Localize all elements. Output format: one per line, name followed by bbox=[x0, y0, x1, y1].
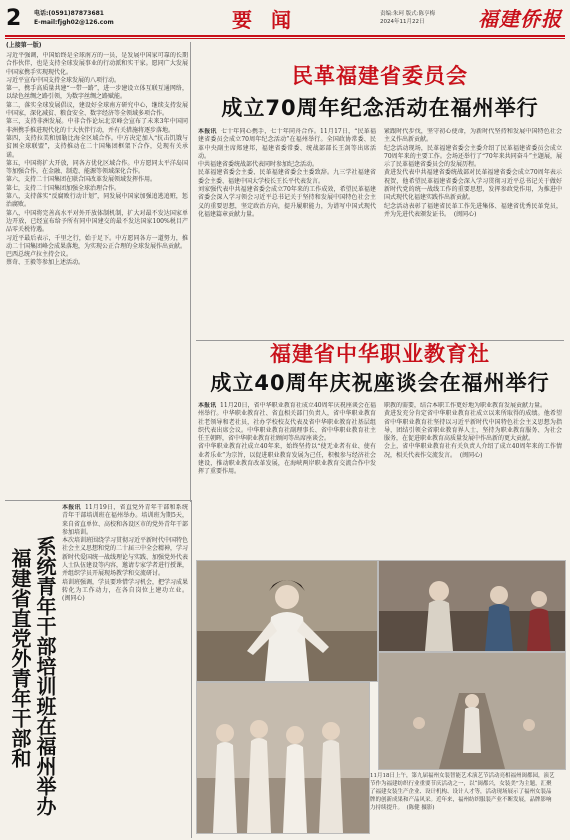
performer-figure-icon bbox=[197, 561, 377, 681]
headline-mid-line2: 成立40周年庆祝座谈会在福州举行 bbox=[210, 371, 550, 395]
section-divider-left bbox=[5, 500, 191, 501]
headline-top-line2: 成立70周年纪念活动在福州举行 bbox=[221, 96, 539, 120]
byline: 本报讯 bbox=[198, 402, 217, 409]
editor-line: 责编:朱珂 版式:陈亨梅 bbox=[380, 11, 435, 17]
photo-performer-right bbox=[378, 560, 566, 652]
article-mid-credit: (闽同心) bbox=[459, 451, 483, 459]
article-top-text-b: 紧跟时代步伐，坚守初心使命，为新时代坚持和发展中国特色社会主义作出新贡献。 纪念活动现场，民革福建省委会主委介绍了民革福建省委员会成立70周年来的主要工作。会场还举行了“70年来共同奋斗”主题展，展示了民革福建省委员会的发展历程。 黄进发代表中共福建省委统战部对民革福建省委会成立70周年表示祝贺，他希望民革福建省委会深入学习贯彻习近平总书记关于做好新时代党的统一战线工作的重要思想，发挥参政党作用，为推进中国式现代化福建实践作出新贡献。 纪念活动表彰了福建省民革工作先进集体、福建省优秀民革党员，并为先进代表颁发证书。 bbox=[384, 128, 562, 218]
email-text: E-mail:fjgh02@126.com bbox=[34, 19, 114, 26]
article-bottom-body bbox=[62, 504, 188, 838]
article-mid-body-a bbox=[198, 402, 376, 556]
article-mid-text-a: 11月20日，省中华职业教育社成立40周年庆祝座谈会在福州举行。中华职业教育社、省直相关部门负责人，省中华职业教育社老领导和老社员，社办学校校友代表及省中华职业教育社基层组织代表出席会议。中华职业教育社副理事长、省中华职业教育社主任王朝晖，省中华职业教育社顾问等出席座谈会。 省中华职业教育社成立40年来，始终坚持以“使无业者有业、使有业者乐业”为宗旨，以促进职业教育发展为己任，积极参与经济社会建设，推动职业教育改革发展，在海峡两岸职业教育交流合作中发挥了重要作用。 bbox=[198, 402, 376, 476]
article-bottom-credit: (闽同心) bbox=[62, 595, 85, 603]
models-group-icon bbox=[197, 683, 369, 833]
header-rule-thin bbox=[5, 38, 565, 39]
headline-mid-line1: 福建省中华职业教育社 bbox=[270, 342, 490, 366]
stage-figures-icon bbox=[379, 561, 565, 651]
article-top-text-a: 七十年同心携手，七十年同舟合作。11月17日，“民革福建省委员会成立70周年纪念活动”在福州举行。全国政协常委、民革中央副主席郑建邦，福建省委常委、统战部部长王剑等出席活动。 中共福建省委统战部代表同时参加纪念活动。 民革福建省委会主委、民革福建省委会主委致辞。九三学社福建省委会主委、福建中国大学校长王长平代表发言。 刘家强代表中共福建省委会成立70年来的工作成效，希望民革福建省委会深入学习领会习近平总书记关于坚持和发展中国特色社会主义的重要思想，坚定政治方向，提升履职能力，为谱写中国式现代化福建篇章贡献力量。 bbox=[198, 128, 376, 218]
byline: 本报讯 bbox=[62, 504, 81, 511]
headline-bottom-line2: 系统青年干部培训班在福州举办 bbox=[33, 536, 57, 816]
byline: 本报讯 bbox=[198, 128, 217, 135]
photo-caption bbox=[370, 772, 556, 812]
contact-info bbox=[34, 9, 144, 27]
column-divider bbox=[190, 42, 191, 502]
continued-article-body: 习近平强调，中国始终是全球南方的一员，是发展中国家可靠的长期合作伙伴，也是支持全球发展事业的行动派和实干家。愿同广大发展中国家携手实现现代化。 习近平宣布中国支持全球发展的八项行动。 第一，携手高质量共建“一带一路”，进一步建设立体互联互通网络，以绿色丝绸之路引领，为数字丝绸之路赋能。 第二，落实全球发展倡议，建设好全球南方研究中心，继续支持发展中国家，深化减贫、粮食安全、数字经济等全领域多项合作。 第三，支持非洲发展。中非合作论坛北京峰会宣布了未来3年中国同非洲携手推进现代化的十大伙伴行动，并有关措施将逐步落地。 第四，支持拉美和加勒比海全区域合作。中方决定加入“抗击饥饿与贫困全球联盟”，支持推动在二十国集团框架下合作，兑现有关承诺。 第五，中国将扩大开放，同各方优化区域合作。中方愿同太平洋岛国等加强合作，在金融、制造、能源等领域深化合作。 第六，支持二十国集团在联合国改革发展领域发挥作用。 第七，支持二十国集团加强全球治理合作。 第八，支持落实“反腐败行动计划”，同发展中国家加强追逃追赃，惩治腐败。 第八，中国将完善高水平对外开放体制机制，扩大对最不发达国家单边开放，已经宣布给予所有同中国建交的最不发达国家100%税目产品零关税待遇。 习近平最后表示，千里之行，始于足下。中方愿同各方一道努力，推动二十国集团峰会成果落地，为实现公正合理的全球发展作出贡献。 巴西总统卢拉主持会议。 蔡奇、王毅等参加上述活动。 bbox=[6, 52, 188, 267]
caption-text: 11月18日上午，第九届福州女装智能艺术演艺节活动亮相福州闽都园，演艺节作为福建纺织行业重要节庆活动之一，以“闽都兴，女装美”为主题，汇聚了福建女装生产企业、设计机构、设计人才等，活动现场展示了福州女装品牌的创新成果和产品风采。近年来，福州纺织服装产业不断发展，品牌影响力持续提升。 bbox=[370, 773, 555, 811]
issue-date: 2024年11月22日 bbox=[380, 19, 425, 25]
edition-meta bbox=[380, 10, 476, 26]
headline-top-line1: 民革福建省委员会 bbox=[292, 64, 468, 88]
photo-runway bbox=[378, 652, 566, 770]
phone-text: 电话:(0591)87873681 bbox=[34, 10, 104, 17]
photo-performer-left bbox=[196, 560, 378, 682]
section-title: 要 闻 bbox=[232, 8, 297, 32]
article-top-body-b bbox=[384, 128, 562, 338]
headline-bottom-line1: 福建省直党外青年干部和 bbox=[8, 548, 32, 768]
article-top-body-a bbox=[198, 128, 376, 338]
runway-icon bbox=[379, 653, 565, 769]
article-mid-text-b: 职教的需要，结合本职工作更好地为职业教育发展贡献力量。 黄进发充分肯定省中华职业教育社成立以来所取得的成绩。他希望省中华职业教育社坚持以习近平新时代中国特色社会主义思想为指导，团结引领全省职业教育界人士，坚持为职业教育服务、为社会服务，在促进职业教育高质量发展中作出新的更大贡献。 会上，省中华职业教育社有关负责人介绍了成立40周年来的工作情况，相关代表作交流发言。 bbox=[384, 402, 562, 459]
article-top-credit: (闽同心) bbox=[453, 210, 477, 218]
photo-group-models bbox=[196, 682, 370, 834]
article-bottom-text: 11月19日，省直党外青年干部和系统青年干部培训班在福州举办。培训班为期5天，来自省直单位、高校和各设区市的党外青年干部参加培训。 本次培训班围绕学习贯彻习近平新时代中国特色社会主义思想和党的二十届三中全会精神，学习新时代爱国统一战线理论与实践、加强党外代表人士队伍建设等内容，邀请专家学者进行授课，并组织学员开展现场教学和交流研讨。 培训班强调，学员要珍惜学习机会，把学习成果转化为工作动力，在各自岗位上建功立业。 bbox=[62, 504, 188, 594]
header-rule bbox=[5, 35, 565, 37]
caption-credit: (陈健 摄影) bbox=[406, 805, 435, 811]
article-mid-body-b bbox=[384, 402, 562, 556]
continued-label: (上接第一版) bbox=[6, 42, 42, 49]
page-number: 2 bbox=[6, 6, 22, 31]
newspaper-logo: 福建侨报 bbox=[478, 7, 562, 31]
column-divider-bottom bbox=[191, 500, 192, 838]
